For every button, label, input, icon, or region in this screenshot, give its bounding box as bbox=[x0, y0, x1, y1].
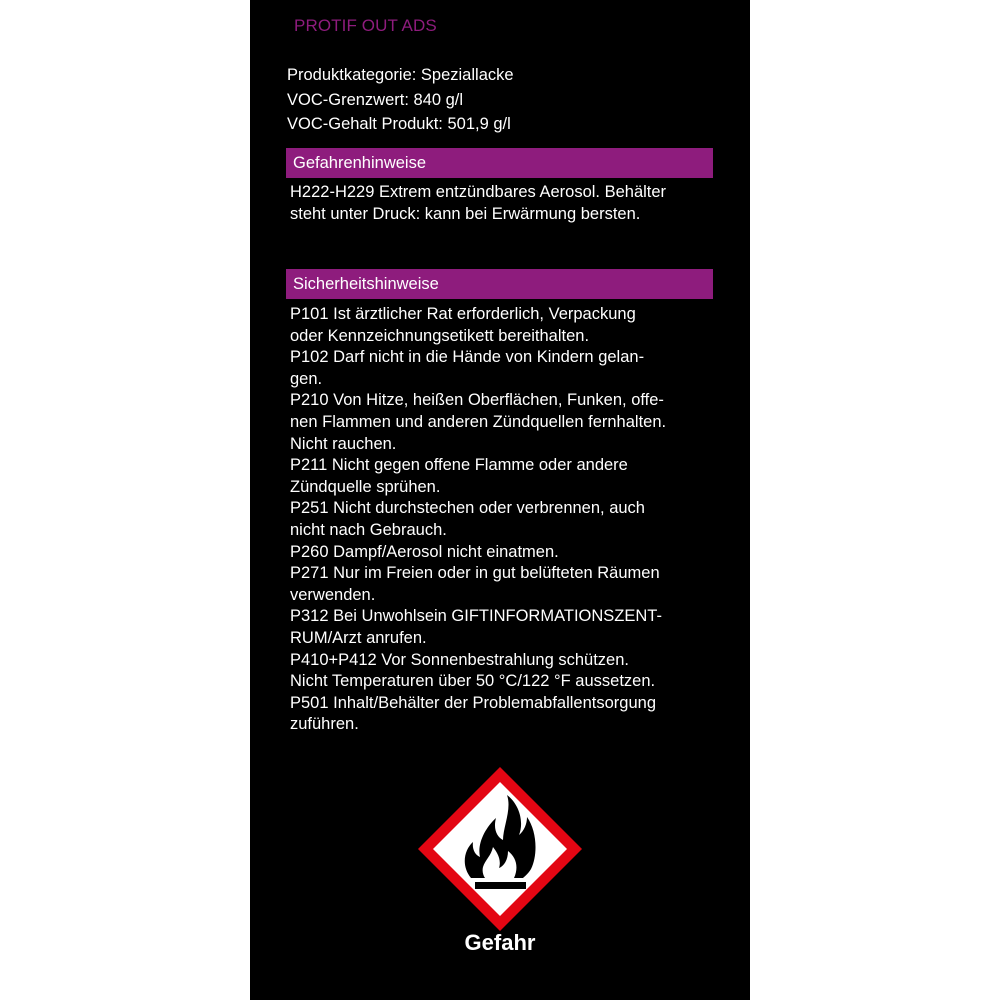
precautionary-statements-text bbox=[290, 304, 715, 736]
statement-line: P251 Nicht durchstechen oder verbrennen, auch bbox=[290, 499, 645, 518]
flame-base-line bbox=[475, 882, 526, 889]
signal-word: Gefahr bbox=[464, 930, 536, 955]
statement-line: gen. bbox=[290, 369, 323, 388]
statement-line: Nicht rauchen. bbox=[290, 434, 397, 453]
statement-line: Zündquelle sprühen. bbox=[290, 477, 441, 496]
statement-line: P102 Darf nicht in die Hände von Kindern gelan- bbox=[290, 348, 645, 367]
voc-info bbox=[287, 63, 514, 137]
statement-line: P501 Inhalt/Behälter der Problemabfallentsorgung bbox=[290, 693, 656, 712]
statement-line: H222-H229 Extrem entzündbares Aerosol. Behälter bbox=[290, 183, 667, 201]
statement-line: P210 Von Hitze, heißen Oberflächen, Funken, offe- bbox=[290, 391, 664, 410]
statement-line: verwenden. bbox=[290, 585, 376, 604]
flame-icon bbox=[416, 765, 584, 933]
statement-line: steht unter Druck: kann bei Erwärmung bersten. bbox=[290, 204, 641, 223]
statement-line: oder Kennzeichnungsetikett bereithalten. bbox=[290, 326, 590, 345]
hazard-statements-text bbox=[290, 182, 715, 225]
hazard-statements-heading: Gefahrenhinweise bbox=[286, 148, 713, 178]
statement-line: P312 Bei Unwohlsein GIFTINFORMATIONSZENT- bbox=[290, 607, 662, 626]
brand-name: PROTIF OUT ADS bbox=[294, 16, 437, 35]
statement-line: P410+P412 Vor Sonnenbestrahlung schützen. bbox=[290, 650, 629, 669]
voc-content: VOC-Gehalt Produkt: 501,9 g/l bbox=[287, 115, 511, 133]
precautionary-statements-heading: Sicherheitshinweise bbox=[286, 269, 713, 299]
statement-line: RUM/Arzt anrufen. bbox=[290, 628, 427, 647]
product-label bbox=[250, 0, 750, 1000]
statement-line: Nicht Temperaturen über 50 °C/122 °F aussetzen. bbox=[290, 672, 656, 691]
statement-line: P260 Dampf/Aerosol nicht einatmen. bbox=[290, 542, 559, 561]
statement-line: P271 Nur im Freien oder in gut belüfteten Räumen bbox=[290, 564, 660, 583]
statement-line: nicht nach Gebrauch. bbox=[290, 520, 447, 539]
statement-line: P101 Ist ärztlicher Rat erforderlich, Verpackung bbox=[290, 305, 636, 323]
voc-category: Produktkategorie: Speziallacke bbox=[287, 66, 514, 84]
statement-line: nen Flammen und anderen Zündquellen fernhalten. bbox=[290, 412, 667, 431]
statement-line: P211 Nicht gegen offene Flamme oder andere bbox=[290, 456, 628, 475]
voc-limit: VOC-Grenzwert: 840 g/l bbox=[287, 90, 464, 109]
statement-line: zuführen. bbox=[290, 715, 359, 734]
